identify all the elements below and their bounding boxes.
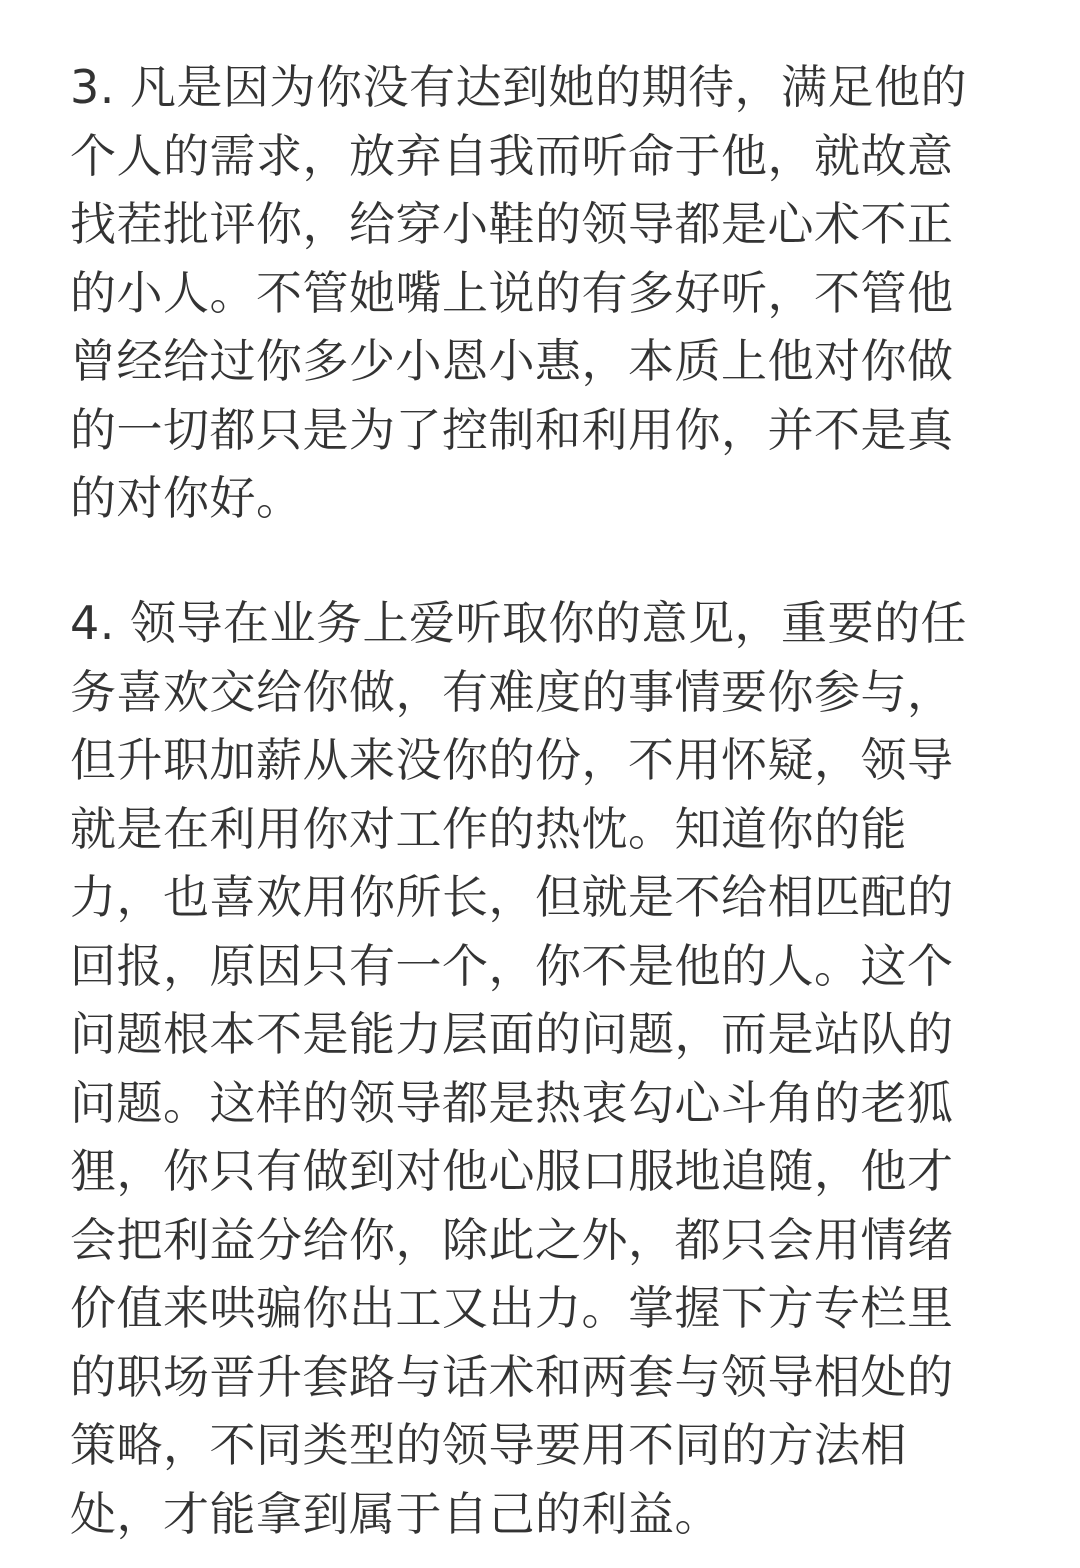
text-line: 价值来哄骗你出工又出力。掌握下方专栏里 (70, 1281, 954, 1335)
text-line: 曾经给过你多少小恩小惠，本质上他对你做 (70, 334, 954, 388)
text-line: 找茬批评你，给穿小鞋的领导都是心术不正 (70, 197, 954, 251)
paragraph-point-4 (70, 589, 1010, 1548)
text-line: 的对你好。 (70, 471, 303, 525)
text-line: 就是在利用你对工作的热忱。知道你的能 (70, 801, 907, 856)
text-line: 务喜欢交给你做，有难度的事情要你参与， (70, 664, 954, 719)
text-line: 回报，原因只有一个，你不是他的人。这个 (70, 938, 954, 993)
text-line: 策略，不同类型的领导要用不同的方法相 (70, 1418, 907, 1472)
text-line: 力，也喜欢用你所长，但就是不给相匹配的 (70, 870, 954, 924)
text-line: 4. 领导在业务上爱听取你的意见，重要的任 (70, 596, 968, 650)
text-line: 但升职加薪从来没你的份，不用怀疑，领导 (70, 733, 954, 787)
text-line: 狸，你只有做到对他心服口服地追随，他才 (70, 1144, 954, 1198)
text-line: 的一切都只是为了控制和利用你，并不是真 (70, 402, 954, 457)
text-line: 3. 凡是因为你没有达到她的期待，满足他的 (70, 60, 968, 114)
text-line: 问题。这样的领导都是热衷勾心斗角的老狐 (70, 1075, 954, 1130)
text-line: 会把利益分给你，除此之外，都只会用情绪 (70, 1212, 954, 1267)
text-line: 处，才能拿到属于自己的利益。 (70, 1486, 721, 1541)
paragraph-point-3 (70, 53, 1010, 533)
text-line: 的小人。不管她嘴上说的有多好听，不管他 (70, 265, 954, 320)
text-line: 个人的需求，放弃自我而听命于他，就故意 (70, 128, 954, 183)
text-line: 的职场晋升套路与话术和两套与领导相处的 (70, 1349, 954, 1404)
text-line: 问题根本不是能力层面的问题，而是站队的 (70, 1007, 954, 1061)
